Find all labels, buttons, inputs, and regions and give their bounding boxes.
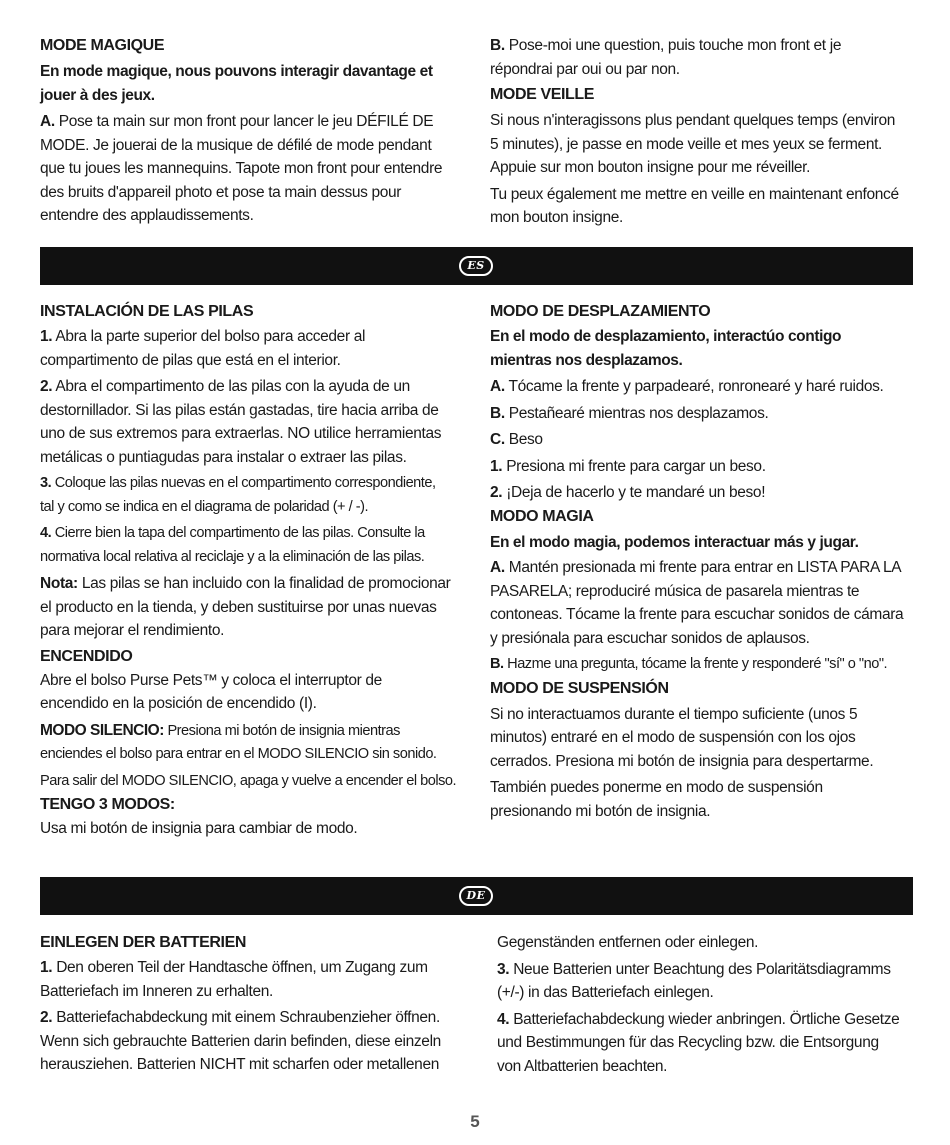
paragraph-line: 4. Cierre bien la tapa del compartimento de las pilas. Consulte la — [40, 525, 425, 541]
paragraph-line: normativa local relativa al reciclaje y a la eliminación de las pilas. — [40, 548, 425, 565]
paragraph-line: presionando mi botón de insignia. — [490, 802, 711, 820]
item-label: 2. — [40, 1009, 53, 1026]
paragraph-line: uno de sus extremos para extraerlas. NO utilice herramientas — [40, 425, 442, 442]
de-left-column — [40, 931, 475, 1077]
paragraph-line: enciendes el bolso para entrar en el MODO SILENCIO sin sonido. — [40, 746, 437, 762]
paragraph-line: 1. Den oberen Teil der Handtasche öffnen, um Zugang zum — [40, 959, 428, 976]
heading-modo-suspension: MODO DE SUSPENSIÓN — [490, 679, 669, 697]
heading-mode-veille: MODE VEILLE — [490, 86, 595, 103]
subheading-line: En mode magique, nous pouvons interagir davantage et — [40, 63, 433, 80]
paragraph-line: Gegenständen entfernen oder einlegen. — [497, 934, 759, 951]
paragraph-line: B. Pestañearé mientras nos desplazamos. — [490, 404, 769, 422]
paragraph-line: C. Beso — [490, 431, 543, 448]
language-band-es — [40, 247, 913, 285]
paragraph-line: 2. ¡Deja de hacerlo y te mandaré un beso! — [490, 484, 766, 501]
language-badge-es: ES — [459, 256, 493, 276]
page-number: 5 — [470, 1112, 480, 1131]
item-label: A. — [40, 113, 55, 130]
heading-modo-magia: MODO MAGIA — [490, 507, 594, 525]
paragraph-line: Tu peux également me mettre en veille en maintenant enfoncé — [490, 185, 899, 203]
paragraph-line: el producto en la tienda, y deben sustituirse por unas nuevas — [40, 598, 437, 616]
paragraph-line: A. Tócame la frente y parpadearé, ronronearé y haré ruidos. — [490, 378, 884, 395]
paragraph-line: metálicas o puntiagudas para instalar o extraer las pilas. — [40, 448, 407, 466]
heading-instalacion: INSTALACIÓN DE LAS PILAS — [40, 303, 254, 320]
paragraph-line: 5 minutes), je passe en mode veille et mes yeux se ferment. — [490, 135, 883, 153]
heading-mode-magique: MODE MAGIQUE — [40, 37, 165, 54]
item-label: MODO SILENCIO: — [40, 721, 164, 739]
paragraph-line: (+/-) in das Batteriefach einlegen. — [497, 984, 714, 1001]
item-label: A. — [490, 559, 505, 576]
item-label: A. — [490, 378, 505, 395]
heading-tengo-3-modos: TENGO 3 MODOS: — [40, 796, 175, 813]
paragraph-line: Si no interactuamos durante el tiempo suficiente (unos 5 — [490, 705, 858, 723]
paragraph-line: para mejorar el rendimiento. — [40, 622, 225, 639]
heading-einlegen: EINLEGEN DER BATTERIEN — [40, 934, 247, 951]
paragraph-line: Para salir del MODO SILENCIO, apaga y vuelve a encender el bolso. — [40, 772, 457, 789]
item-label: 1. — [40, 328, 53, 345]
paragraph-line: Wenn sich gebrauchte Batterien darin befinden, diese einzeln — [40, 1032, 441, 1050]
paragraph-line: des bruits d'appareil photo et pose ta main dessus pour — [40, 183, 402, 201]
paragraph-line: 1. Abra la parte superior del bolso para acceder al — [40, 328, 366, 345]
paragraph-line: 1. Presiona mi frente para cargar un beso. — [490, 457, 766, 475]
item-label: 4. — [497, 1010, 510, 1028]
paragraph-line: También puedes ponerme en modo de suspensión — [490, 779, 823, 796]
paragraph-line: compartimento de pilas que está en el interior. — [40, 351, 341, 369]
paragraph-line: 4. Batteriefachabdeckung wieder anbringen. Örtliche Gesetze — [497, 1010, 900, 1028]
language-badge-de: DE — [459, 886, 493, 906]
subheading-line: mientras nos desplazamos. — [490, 351, 683, 369]
paragraph-line: B. Hazme una pregunta, tócame la frente y responderé "sí" o "no". — [490, 656, 888, 672]
paragraph-line: 2. Batteriefachabdeckung mit einem Schraubenzieher öffnen. — [40, 1009, 440, 1026]
paragraph-line: MODE. Je jouerai de la musique de défilé de mode pendant — [40, 136, 432, 154]
item-label: B. — [490, 404, 505, 422]
item-label: 4. — [40, 525, 52, 541]
subheading-line: En el modo magia, podemos interactuar más y jugar. — [490, 533, 859, 551]
paragraph-line: 3. Coloque las pilas nuevas en el compartimento correspondiente, — [40, 475, 436, 491]
es-right-column — [490, 300, 915, 823]
paragraph-line: encendido en la posición de encendido (I). — [40, 695, 317, 712]
item-label: Nota: — [40, 575, 78, 592]
item-label: 3. — [40, 475, 52, 491]
paragraph-line: destornillador. Si las pilas están gastadas, tire hacia arriba de — [40, 401, 439, 419]
paragraph-line: entendre des applaudissements. — [40, 207, 254, 224]
paragraph-line: 3. Neue Batterien unter Beachtung des Polaritätsdiagramms — [497, 960, 891, 978]
heading-modo-desplazamiento: MODO DE DESPLAZAMIENTO — [490, 303, 711, 320]
paragraph-line: répondrai par oui ou par non. — [490, 60, 680, 78]
paragraph-line: herausziehen. Batterien NICHT mit scharfen oder metallenen — [40, 1056, 439, 1073]
item-label: C. — [490, 431, 505, 448]
paragraph-line: PASARELA; reproduciré música de pasarela mientras te — [490, 582, 860, 600]
paragraph-line: 2. Abra el compartimento de las pilas con la ayuda de un — [40, 378, 410, 395]
item-label: B. — [490, 656, 504, 672]
item-label: 1. — [490, 457, 503, 475]
item-label: 2. — [490, 484, 503, 501]
subheading-line: jouer à des jeux. — [40, 86, 155, 104]
paragraph-line: Appuie sur mon bouton insigne pour me réveiller. — [490, 159, 811, 176]
paragraph-line: cerrados. Presiona mi botón de insignia para despertarme. — [490, 752, 874, 770]
paragraph-line: A. Mantén presionada mi frente para entrar en LISTA PARA LA — [490, 559, 902, 576]
paragraph-line: Abre el bolso Purse Pets™ y coloca el interruptor de — [40, 671, 382, 689]
paragraph-line: Nota: Las pilas se han incluido con la finalidad de promocionar — [40, 575, 451, 592]
subheading-line: En el modo de desplazamiento, interactúo contigo — [490, 328, 842, 345]
paragraph-line: Usa mi botón de insignia para cambiar de modo. — [40, 820, 358, 837]
language-band-de — [40, 877, 913, 915]
paragraph-line: Si nous n'interagissons plus pendant quelques temps (environ — [490, 112, 896, 129]
es-left-column — [40, 300, 475, 841]
fr-left-column — [40, 34, 470, 228]
item-label: 2. — [40, 378, 53, 395]
paragraph-line: und Bestimmungen für das Recycling bzw. die Entsorgung — [497, 1034, 879, 1051]
paragraph-line: contoneas. Tócame la frente para escuchar sonidos de cámara — [490, 606, 904, 623]
item-label: 1. — [40, 959, 53, 976]
item-label: B. — [490, 37, 505, 54]
heading-encendido: ENCENDIDO — [40, 647, 133, 665]
paragraph-line: mon bouton insigne. — [490, 209, 623, 226]
fr-right-column — [490, 34, 915, 230]
paragraph-line: tal y como se indica en el diagrama de polaridad (+ / -). — [40, 498, 369, 515]
paragraph-line: B. Pose-moi une question, puis touche mon front et je — [490, 37, 842, 54]
de-right-column — [497, 931, 917, 1078]
paragraph-line: MODO SILENCIO: Presiona mi botón de insignia mientras — [40, 721, 400, 739]
paragraph-line: minutos) entraré en el modo de suspensión con los ojos — [490, 729, 856, 746]
paragraph-line: von Altbatterien beachten. — [497, 1057, 668, 1075]
paragraph-line: Batteriefach im Inneren zu erhalten. — [40, 982, 273, 1000]
paragraph-line: que tu joues les mannequins. Tapote mon front pour entendre — [40, 160, 443, 177]
item-label: 3. — [497, 960, 510, 978]
paragraph-line: A. Pose ta main sur mon front pour lancer le jeu DÉFILÉ DE — [40, 113, 434, 130]
paragraph-line: y presiónala para escuchar sonidos de aplausos. — [490, 629, 810, 647]
